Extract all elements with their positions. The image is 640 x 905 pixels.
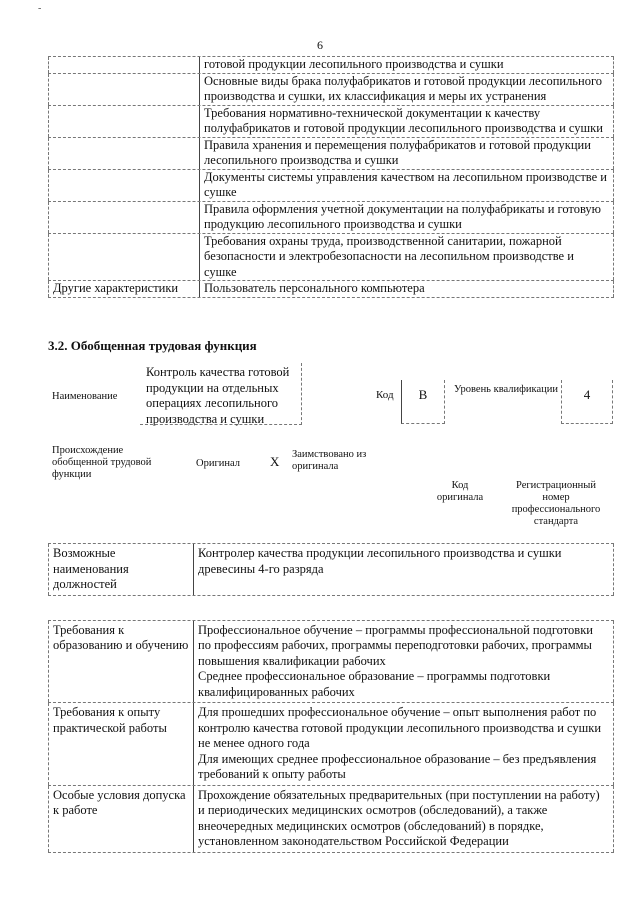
row-label (48, 106, 200, 137)
row-label (48, 202, 200, 233)
row-text: Требования нормативно-технической документации к качеству полуфабрикатов и готовой продукции лесопильного производства и сушки (200, 106, 614, 137)
level-value: 4 (561, 380, 613, 424)
function-name-value: Контроль качества готовой продукции на отдельных операциях лесопильного производства и сушки (140, 363, 302, 425)
row-label (48, 234, 200, 281)
row-text: Основные виды брака полуфабрикатов и готовой продукции лесопильного производства и сушки, их классификация и меры их устранения (200, 74, 614, 105)
row-label (48, 74, 200, 105)
row-label (48, 57, 200, 73)
table-row (48, 620, 614, 704)
row-text: Правила оформления учетной документации на полуфабрикаты и готовую продукцию лесопильного производства и сушки (200, 202, 614, 233)
table-row (48, 234, 614, 282)
row-line: Среднее профессиональное образование – программы подготовки квалифицированных рабочих (198, 669, 551, 699)
row-text (194, 786, 614, 852)
row-text: Требования охраны труда, производственной санитарии, пожарной безопасности и электробезопасности на лесопильном производстве и сушке (200, 234, 614, 281)
borrowed-label: Заимствовано из оригинала (292, 449, 367, 472)
level-label: Уровень квалификации (454, 384, 559, 395)
table-row (48, 703, 614, 786)
table-row (48, 138, 614, 170)
page-number: 6 (317, 38, 323, 52)
corner-mark: - (38, 3, 42, 14)
table-row (48, 170, 614, 202)
code-label: Код (376, 389, 394, 401)
row-label (48, 170, 200, 201)
row-text: готовой продукции лесопильного производства и сушки (200, 57, 614, 73)
details-table (48, 543, 614, 853)
code-value: В (401, 380, 445, 424)
original-mark: Х (270, 454, 280, 469)
table-row (48, 56, 614, 74)
origin-label: Происхождение обобщенной трудовой функции (52, 445, 152, 480)
table-row (48, 74, 614, 106)
row-line: Для прошедших профессиональное обучение – опыт выполнения работ по контролю качества готовой продукции лесопильного производства и сушки не менее одного года (198, 705, 602, 750)
table-row (48, 543, 614, 596)
row-label: Особые условия допуска к работе (48, 786, 194, 852)
row-text: Документы системы управления качеством на лесопильном производстве и сушке (200, 170, 614, 201)
row-text (194, 703, 614, 785)
row-text: Пользователь персонального компьютера (200, 281, 614, 297)
reg-number-label: Регистрационный номер профессионального стандарта (511, 480, 601, 527)
row-label: Требования к образованию и обучению (48, 621, 194, 703)
row-text (194, 621, 614, 703)
origin-code-label: Код оригинала (436, 480, 484, 503)
row-text (194, 544, 614, 595)
row-line: Профессиональное обучение – программы профессиональной подготовки по профессиям рабочих, программы переподготовки рабочих, программы повышения квалификации рабочих (198, 622, 593, 668)
row-line: Прохождение обязательных предварительных (при поступлении на работу) и периодических медицинских осмотров (обследований), а также внеочередных медицинских осмотров (обследований) в порядке, установленном законодательством Российской Федерации (198, 787, 600, 848)
row-label: Требования к опыту практической работы (48, 703, 194, 785)
row-label: Возможные наименования должностей (48, 544, 194, 595)
top-continuation-table (48, 56, 614, 298)
table-row (48, 106, 614, 138)
row-line: Для имеющих среднее профессиональное образование – без предъявления требований к опыту работы (198, 751, 597, 781)
table-row (48, 281, 614, 298)
row-label (48, 138, 200, 169)
row-line: Контролер качества продукции лесопильного производства и сушки древесины 4-го разряда (198, 546, 562, 576)
row-text: Правила хранения и перемещения полуфабрикатов и готовой продукции лесопильного производства и сушки (200, 138, 614, 169)
row-label: Другие характеристики (48, 281, 200, 297)
section-heading: 3.2. Обобщенная трудовая функция (48, 338, 257, 353)
row-spacer (198, 577, 609, 592)
name-label: Наименование (52, 391, 118, 402)
original-label: Оригинал (196, 458, 240, 469)
table-row (48, 786, 614, 853)
table-row (48, 202, 614, 234)
